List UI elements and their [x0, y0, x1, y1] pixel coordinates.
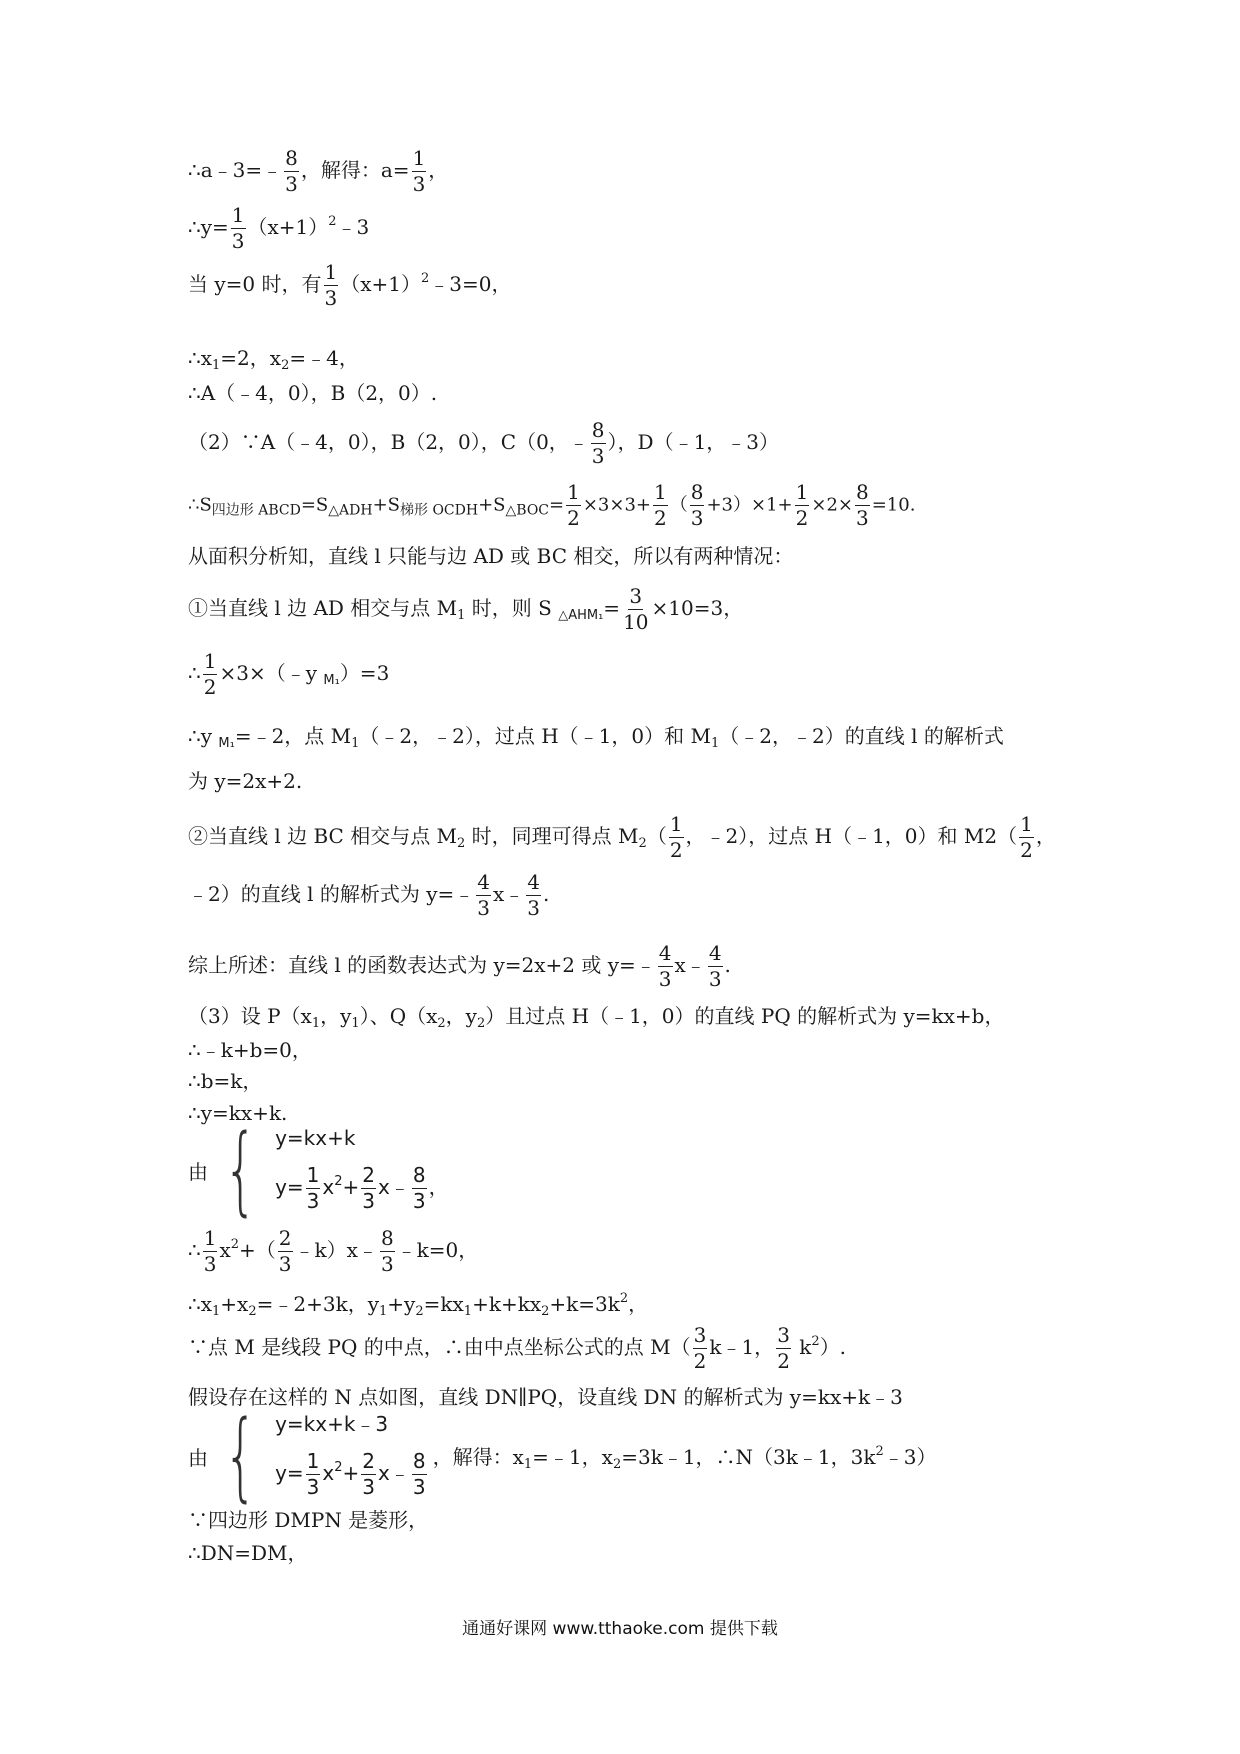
fraction: $\frac{8}{3}$	[380, 1226, 394, 1276]
fraction: $\frac{1}{3}$	[203, 1226, 217, 1276]
fraction: $\frac{1}{3}$	[231, 203, 245, 253]
fraction: $\frac{1}{3}$	[324, 260, 338, 310]
line-9: ①当直线 l 边 AD 相交与点 $M_1$ 时，则 S $_{\triangle AHM_1}$= $\frac{3}{10}$ ×10=3，	[188, 584, 744, 634]
line-21: $\therefore x_1+x_2=﹣2+3k$，$y_1+y_2=kx_1+k+kx_2+k=3k^2$，	[188, 1291, 649, 1319]
fraction: $\frac{1}{2}$	[567, 480, 580, 530]
line-15: 综上所述：直线 l 的函数表达式为 y=2x+2 或 y=﹣ $\frac{4}{3}$ x﹣ $\frac{4}{3}$ .	[188, 941, 731, 991]
fraction: $\frac{4}{3}$	[477, 870, 490, 920]
line-2: ∴y= $\frac{1}{3}$ $(x+1)^2﹣3$	[188, 203, 370, 253]
fraction: $\frac{1}{2}$	[669, 812, 683, 862]
line-25: ∴DN=DM，	[188, 1541, 308, 1565]
fraction: $\frac{8}{3}$	[285, 146, 298, 196]
line-23: 假设存在这样的 N 点如图，直线 DN∥PQ，设直线 DN 的解析式为 y=kx+k﹣3	[188, 1385, 903, 1409]
line-20: ∴ $\frac{1}{3}$ $x^2+$（ $\frac{2}{3}$ ﹣k）x﹣ $\frac{8}{3}$ ﹣k=0，	[188, 1226, 479, 1276]
fraction: $\frac{4}{3}$	[708, 941, 722, 991]
line-4: $\therefore x_1=2$，$x_2=﹣4$，	[188, 346, 359, 373]
line-22: ∵点 M 是线段 PQ 的中点，∴由中点坐标公式的点 M（ $\frac{3}{2}$ k﹣1， $\frac{3}{2}$ $k^2$）.	[188, 1323, 847, 1373]
fraction: $\frac{3}{2}$	[693, 1323, 707, 1373]
fraction: $\frac{8}{3}$	[412, 1163, 426, 1213]
line-14: ﹣2）的直线 l 的解析式为 y=﹣ $\frac{4}{3}$ x﹣ $\frac{4}{3}$ .	[188, 870, 550, 920]
fraction: $\frac{2}{3}$	[362, 1163, 376, 1213]
line-24: ∵四边形 DMPN 是菱形，	[188, 1508, 429, 1532]
equation-system-1: 由 { y=kx+k y= $\frac{1}{3}$ $x^2+$ $\frac{2}{3}$ x﹣ $\frac{8}{3}$ ，	[188, 1114, 449, 1226]
line-8: 从面积分析知，直线 l 只能与边 AD 或 BC 相交，所以有两种情况：	[188, 544, 794, 568]
left-brace: {	[223, 1400, 258, 1512]
line-6: （2）∵A（﹣4，0），B（2，0），C（0，﹣ $\frac{8}{3}$ ），D（﹣1，﹣3）	[188, 418, 780, 468]
line-12: 为 y=2x+2.	[188, 769, 303, 793]
fraction: $\frac{8}{3}$	[412, 1449, 426, 1499]
fraction: $\frac{1}{2}$	[203, 649, 217, 699]
fraction: $\frac{3}{2}$	[777, 1323, 790, 1373]
fraction: $\frac{1}{2}$	[795, 480, 809, 530]
fraction: $\frac{1}{2}$	[1020, 812, 1033, 862]
fraction: $\frac{8}{3}$	[855, 480, 869, 530]
fraction: $\frac{1}{3}$	[306, 1449, 320, 1499]
line-17: ∴﹣k+b=0，	[188, 1038, 312, 1062]
footer-watermark: 通通好课网 www.tthaoke.com 提供下载	[462, 1619, 778, 1639]
fraction: $\frac{4}{3}$	[658, 941, 672, 991]
line-10: ∴ $\frac{1}{2}$ ×3×（﹣y $_{M_1}$）=3	[188, 649, 390, 699]
fraction: $\frac{2}{3}$	[278, 1226, 292, 1276]
fraction: $\frac{1}{2}$	[654, 480, 667, 530]
fraction: $\frac{4}{3}$	[527, 870, 540, 920]
equation-system-2: 由 { y=kx+k﹣3 y= $\frac{1}{3}$ $x^2+$ $\frac{2}{3}$ x﹣ $\frac{8}{3}$ ，解得：$x_1=﹣1$，$x_2=3k﹣1$，∴N（3k﹣1，$3k^2﹣3$）	[188, 1400, 937, 1512]
line-11: ∴y $_{M_1}$=﹣2，点 $M_1(﹣2$，﹣2），过点 H（﹣1，0）和 $M_1(﹣2$，﹣2）的直线 l 的解析式	[188, 724, 1004, 751]
line-3: 当 y=0 时，有 $\frac{1}{3}$ $(x+1)^2﹣3=0$，	[188, 260, 512, 310]
fraction: $\frac{1}{3}$	[412, 146, 426, 196]
left-brace: {	[223, 1114, 258, 1226]
fraction: $\frac{8}{3}$	[690, 480, 704, 530]
line-1: ∴a﹣3=﹣ $\frac{8}{3}$ ，解得：a= $\frac{1}{3}$ ，	[188, 146, 449, 196]
line-5: ∴A（﹣4，0），B（2，0）.	[188, 381, 438, 405]
fraction: $\frac{8}{3}$	[591, 418, 605, 468]
line-7: $\therefore S_{四边形 ABCD}=S_{\triangle ADH}+S_{梯形 OCDH}+S_{\triangle BOC}=$ $\frac{1}{2}$ ×3×3+ $\frac{1}{2}$ （ $\frac{8}{3}$ +3）×1+ $\frac{1}{2}$ ×2× $\frac{8}{3}$ =10.	[188, 480, 916, 530]
fraction: $\frac{3}{10}$	[623, 584, 649, 634]
fraction: $\frac{2}{3}$	[362, 1449, 376, 1499]
line-13: ②当直线 l 边 BC 相交与点 $M_2$ 时，同理可得点 $M_2$（ $\frac{1}{2}$ ，﹣2），过点 H（﹣1，0）和 M2（ $\frac{1}{2}$ ，	[188, 812, 1056, 862]
fraction: $\frac{1}{3}$	[306, 1163, 320, 1213]
line-19: ∴y=kx+k.	[188, 1101, 288, 1125]
line-18: ∴b=k，	[188, 1069, 263, 1093]
line-16: （3）设 $P(x_1$，$y_1$）、$Q(x_2$，$y_2$）且过点 H（﹣1，0）的直线 PQ 的解析式为 y=kx+b，	[188, 1004, 1005, 1031]
